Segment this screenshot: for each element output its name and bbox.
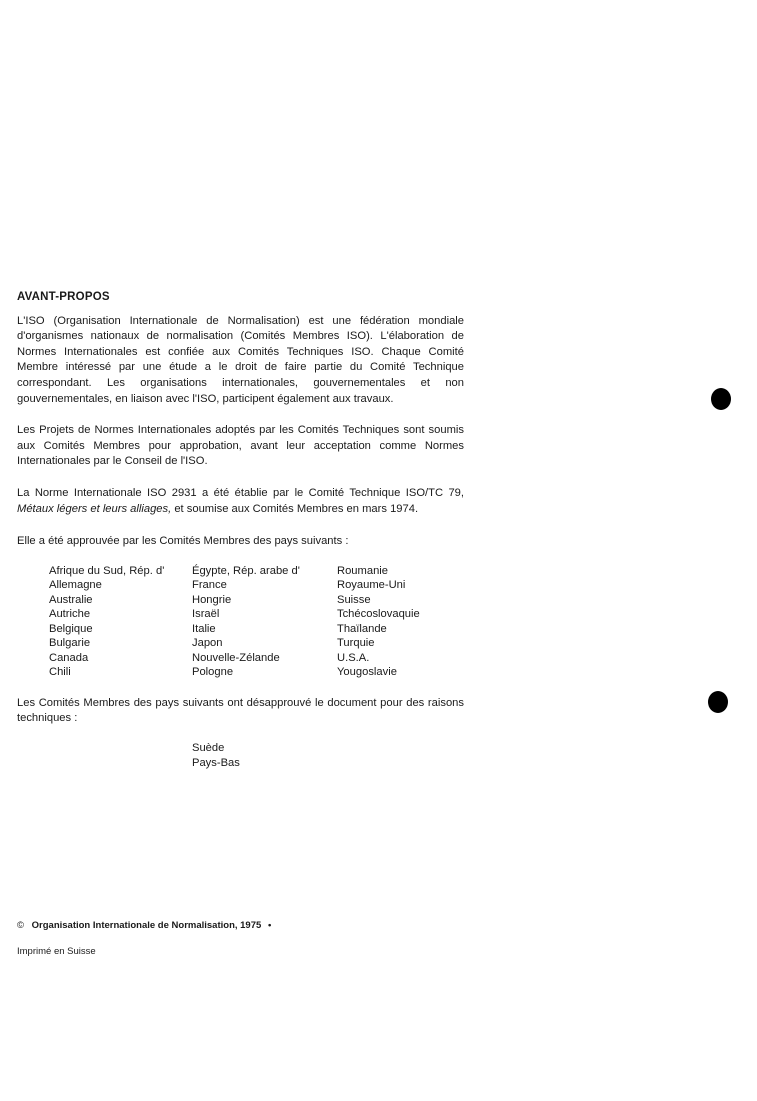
country-item: Autriche bbox=[49, 608, 91, 621]
country-item: Japon bbox=[192, 637, 223, 650]
country-item: Thaïlande bbox=[337, 622, 387, 635]
punch-hole-mark bbox=[708, 691, 728, 713]
country-item: Allemagne bbox=[49, 579, 102, 592]
country-item: Égypte, Rép. arabe d' bbox=[192, 564, 300, 577]
foreword-paragraph-3 bbox=[17, 486, 464, 517]
copyright-notice bbox=[17, 920, 271, 931]
country-item: Tchécoslovaquie bbox=[337, 608, 420, 621]
bullet-mark: • bbox=[267, 920, 272, 931]
foreword-paragraph-1: L'ISO (Organisation Internationale de Normalisation) est une fédération mondiale d'organismes nationaux de normalisation (Comités Membres ISO). L'élaboration de Normes Internationales est confiée aux Comités Techniques ISO. Chaque Comité Membre intéressé par une étude a le droit de faire partie du Comité Technique correspondant. Les organisations internationales, gouvernementales et non gouvernementales, en liaison avec l'ISO, participent également aux travaux. bbox=[17, 314, 464, 405]
paragraph-3-start: La Norme Internationale ISO 2931 a été établie par le Comité Technique ISO/TC 79, bbox=[17, 486, 464, 499]
disapproving-countries-list bbox=[192, 741, 464, 772]
country-item: Suède bbox=[192, 741, 225, 754]
country-column-3 bbox=[337, 564, 467, 680]
country-item: Australie bbox=[49, 593, 93, 606]
foreword-heading: AVANT-PROPOS bbox=[17, 291, 110, 303]
printed-in-notice: Imprimé en Suisse bbox=[17, 946, 96, 957]
foreword-section bbox=[17, 290, 464, 772]
country-item: Suisse bbox=[337, 593, 371, 606]
country-column-2 bbox=[192, 564, 337, 680]
country-item: Belgique bbox=[49, 622, 93, 635]
approving-countries-list bbox=[49, 564, 464, 680]
punch-hole-mark bbox=[711, 388, 731, 410]
country-column-1 bbox=[49, 564, 192, 680]
foreword-paragraph-2: Les Projets de Normes Internationales adoptés par les Comités Techniques sont soumis aux Comités Membres pour approbation, avant leur acceptation comme Normes Internationales par le Conseil de l'ISO. bbox=[17, 424, 464, 468]
country-item: Roumanie bbox=[337, 564, 388, 577]
country-item: Royaume-Uni bbox=[337, 579, 406, 592]
country-item: Canada bbox=[49, 651, 89, 664]
copyright-symbol: © bbox=[17, 920, 24, 931]
paragraph-3-end: et soumise aux Comités Membres en mars 1974. bbox=[171, 502, 419, 515]
copyright-text: Organisation Internationale de Normalisation, 1975 bbox=[31, 920, 262, 931]
country-item: Hongrie bbox=[192, 593, 232, 606]
country-item: Nouvelle-Zélande bbox=[192, 651, 280, 664]
country-item: Turquie bbox=[337, 637, 375, 650]
country-item: France bbox=[192, 579, 227, 592]
approval-intro: Elle a été approuvée par les Comités Membres des pays suivants : bbox=[17, 535, 349, 548]
committee-title: Métaux légers et leurs alliages, bbox=[17, 502, 172, 515]
country-item: Israël bbox=[192, 608, 220, 621]
country-item: Italie bbox=[192, 622, 216, 635]
country-item: Bulgarie bbox=[49, 637, 91, 650]
country-item: Afrique du Sud, Rép. d' bbox=[49, 564, 165, 577]
country-item: Yougoslavie bbox=[337, 666, 397, 679]
country-item: U.S.A. bbox=[337, 651, 370, 664]
country-item: Pays-Bas bbox=[192, 757, 240, 770]
country-item: Chili bbox=[49, 666, 71, 679]
disapproval-intro: Les Comités Membres des pays suivants ont désapprouvé le document pour des raisons techniques : bbox=[17, 696, 464, 725]
country-item: Pologne bbox=[192, 666, 234, 679]
